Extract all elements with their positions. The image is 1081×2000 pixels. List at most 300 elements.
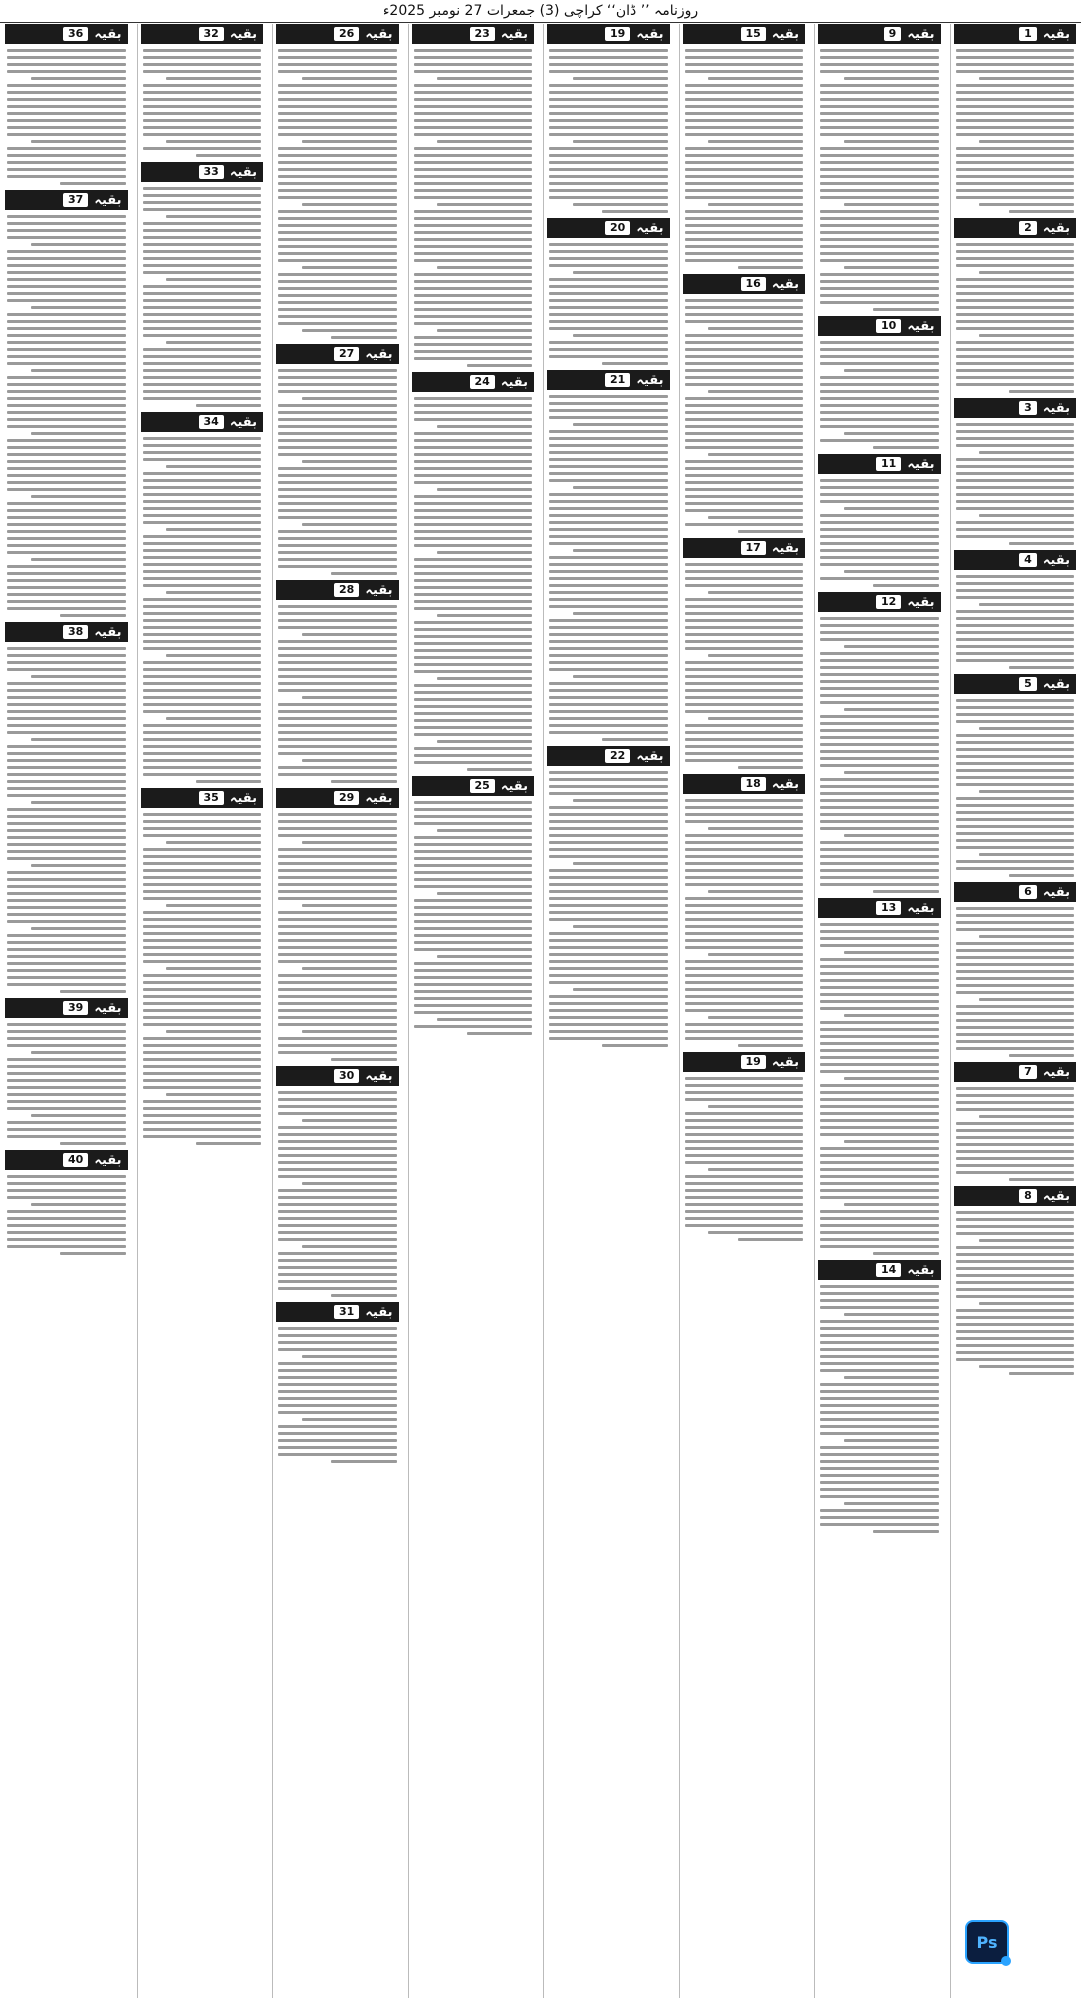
text-line: [143, 988, 262, 991]
text-line: [820, 855, 939, 858]
text-line: [708, 827, 803, 830]
text-line: [820, 355, 939, 358]
text-line: [549, 1037, 668, 1040]
text-line: [820, 673, 939, 676]
text-line: [844, 140, 939, 143]
continuation-word: بقیہ: [1042, 1064, 1070, 1080]
text-line: [143, 633, 262, 636]
text-line: [414, 467, 533, 470]
continuation-banner: [683, 24, 806, 44]
text-line: [278, 682, 397, 685]
text-line: [278, 217, 397, 220]
text-line: [820, 535, 939, 538]
text-line: [414, 537, 533, 540]
text-line: [820, 652, 939, 655]
text-line: [166, 654, 261, 657]
text-line: [820, 694, 939, 697]
text-line: [143, 376, 262, 379]
text-line: [820, 196, 939, 199]
continuation-word: بقیہ: [365, 346, 393, 362]
text-line: [820, 764, 939, 767]
text-line: [7, 885, 126, 888]
text-line: [278, 918, 397, 921]
story-block: [954, 218, 1077, 395]
text-line: [7, 161, 126, 164]
text-line: [7, 222, 126, 225]
text-line: [278, 425, 397, 428]
text-line: [60, 990, 125, 993]
text-line: [685, 502, 804, 505]
text-line: [820, 1516, 939, 1519]
text-line: [685, 245, 804, 248]
text-line: [685, 696, 804, 699]
text-line: [979, 1365, 1074, 1368]
text-line: [820, 1161, 939, 1164]
text-line: [956, 1108, 1075, 1111]
text-line: [278, 1224, 397, 1227]
text-line: [7, 710, 126, 713]
text-line: [437, 551, 532, 554]
text-line: [573, 334, 668, 337]
text-line: [685, 759, 804, 762]
text-line: [143, 939, 262, 942]
text-line: [956, 70, 1075, 73]
text-line: [956, 264, 1075, 267]
text-line: [820, 806, 939, 809]
text-line: [166, 528, 261, 531]
text-line: [685, 1161, 804, 1164]
text-line: [7, 572, 126, 575]
text-line: [143, 112, 262, 115]
text-line: [278, 883, 397, 886]
story-block: [954, 398, 1077, 547]
text-line: [685, 369, 804, 372]
text-line: [956, 984, 1075, 987]
text-line: [7, 327, 126, 330]
text-line: [956, 285, 1075, 288]
text-line: [278, 626, 397, 629]
continuation-word: بقیہ: [636, 220, 664, 236]
text-line: [549, 939, 668, 942]
continuation-banner: [5, 622, 128, 642]
text-line: [278, 675, 397, 678]
text-line: [820, 1105, 939, 1108]
text-line: [414, 857, 533, 860]
text-line: [738, 1238, 803, 1241]
text-line: [549, 126, 668, 129]
text-line: [820, 1299, 939, 1302]
text-line: [143, 493, 262, 496]
text-line: [7, 1224, 126, 1227]
text-line: [31, 927, 126, 930]
text-line: [414, 920, 533, 923]
story-text: [412, 47, 535, 369]
text-line: [331, 1294, 396, 1297]
text-line: [278, 474, 397, 477]
continuation-word: بقیہ: [229, 790, 257, 806]
column-5: [408, 24, 538, 1998]
text-line: [143, 299, 262, 302]
text-line: [820, 1154, 939, 1157]
text-line: [143, 486, 262, 489]
text-line: [820, 1182, 939, 1185]
continuation-word: بقیہ: [1042, 26, 1070, 42]
text-line: [7, 1175, 126, 1178]
text-line: [143, 243, 262, 246]
text-line: [143, 187, 262, 190]
text-line: [278, 231, 397, 234]
text-line: [278, 1154, 397, 1157]
text-line: [143, 1016, 262, 1019]
text-line: [549, 995, 668, 998]
text-line: [956, 1344, 1075, 1347]
text-line: [278, 1044, 397, 1047]
text-line: [414, 49, 533, 52]
text-line: [820, 1355, 939, 1358]
text-line: [956, 734, 1075, 737]
text-line: [549, 84, 668, 87]
story-block: [412, 24, 535, 369]
text-line: [278, 1376, 397, 1379]
text-line: [549, 147, 668, 150]
text-line: [820, 972, 939, 975]
text-line: [143, 84, 262, 87]
text-line: [278, 488, 397, 491]
text-line: [956, 797, 1075, 800]
text-line: [278, 63, 397, 66]
text-line: [7, 397, 126, 400]
text-line: [956, 1143, 1075, 1146]
text-line: [685, 946, 804, 949]
text-line: [7, 313, 126, 316]
text-line: [31, 801, 126, 804]
story-text: [5, 1021, 128, 1147]
text-line: [956, 1281, 1075, 1284]
text-line: [956, 112, 1075, 115]
text-line: [956, 528, 1075, 531]
text-line: [414, 322, 533, 325]
text-line: [414, 245, 533, 248]
story-block: [141, 412, 264, 785]
text-line: [956, 921, 1075, 924]
text-line: [956, 956, 1075, 959]
text-line: [278, 446, 397, 449]
text-line: [549, 820, 668, 823]
text-line: [278, 544, 397, 547]
continuation-number: 38: [63, 625, 88, 639]
text-line: [414, 1011, 533, 1014]
text-line: [685, 446, 804, 449]
text-line: [820, 729, 939, 732]
text-line: [278, 855, 397, 858]
text-line: [685, 383, 804, 386]
text-line: [549, 883, 668, 886]
text-line: [414, 273, 533, 276]
text-line: [685, 939, 804, 942]
story-text: [141, 185, 264, 409]
text-line: [956, 762, 1075, 765]
page-header: روزنامہ ’’ ڈان‘‘ کراچی (3) جمعرات 27 نومبر 2025ء: [0, 0, 1081, 23]
continuation-number: 13: [876, 901, 901, 915]
continuation-banner: [818, 898, 941, 918]
story-text: [547, 769, 670, 1049]
text-line: [143, 451, 262, 454]
text-line: [956, 1330, 1075, 1333]
text-line: [278, 974, 397, 977]
text-line: [979, 790, 1074, 793]
text-line: [7, 1210, 126, 1213]
text-line: [278, 689, 397, 692]
text-line: [820, 49, 939, 52]
text-line: [820, 1495, 939, 1498]
text-line: [685, 897, 804, 900]
text-line: [7, 815, 126, 818]
text-line: [820, 715, 939, 718]
text-line: [685, 49, 804, 52]
continuation-number: 18: [741, 777, 766, 791]
text-line: [278, 1390, 397, 1393]
text-line: [549, 472, 668, 475]
text-line: [685, 63, 804, 66]
text-line: [820, 757, 939, 760]
text-line: [685, 598, 804, 601]
text-line: [956, 1232, 1075, 1235]
text-line: [549, 668, 668, 671]
text-line: [1009, 874, 1074, 877]
continuation-banner: [141, 162, 264, 182]
text-line: [820, 778, 939, 781]
text-line: [7, 154, 126, 157]
text-line: [549, 731, 668, 734]
text-line: [278, 1287, 397, 1290]
text-line: [820, 521, 939, 524]
text-line: [414, 287, 533, 290]
text-line: [685, 1119, 804, 1122]
text-line: [956, 486, 1075, 489]
text-line: [685, 355, 804, 358]
text-line: [685, 119, 804, 122]
text-line: [820, 680, 939, 683]
story-block: [5, 622, 128, 995]
text-line: [414, 294, 533, 297]
story-block: [818, 1260, 941, 1535]
text-line: [549, 591, 668, 594]
text-line: [143, 932, 262, 935]
text-line: [278, 1280, 397, 1283]
continuation-word: بقیہ: [907, 318, 935, 334]
text-line: [685, 474, 804, 477]
continuation-banner: [276, 1066, 399, 1086]
continuation-number: 17: [741, 541, 766, 555]
text-line: [143, 883, 262, 886]
text-line: [820, 404, 939, 407]
story-block: [276, 344, 399, 577]
text-line: [549, 63, 668, 66]
text-line: [414, 495, 533, 498]
text-line: [166, 904, 261, 907]
text-line: [820, 701, 939, 704]
text-line: [685, 848, 804, 851]
text-line: [278, 1210, 397, 1213]
text-line: [685, 911, 804, 914]
text-line: [302, 841, 397, 844]
text-line: [549, 1016, 668, 1019]
text-line: [549, 710, 668, 713]
text-line: [820, 411, 939, 414]
text-line: [956, 1026, 1075, 1029]
text-line: [549, 598, 668, 601]
text-line: [414, 98, 533, 101]
text-line: [143, 1135, 262, 1138]
text-line: [7, 509, 126, 512]
text-line: [820, 1481, 939, 1484]
text-line: [143, 514, 262, 517]
text-line: [549, 402, 668, 405]
story-text: [954, 697, 1077, 879]
text-line: [143, 327, 262, 330]
text-line: [685, 1175, 804, 1178]
text-line: [278, 1432, 397, 1435]
text-line: [414, 224, 533, 227]
text-line: [685, 481, 804, 484]
text-line: [143, 397, 262, 400]
text-line: [708, 890, 803, 893]
text-line: [820, 126, 939, 129]
text-line: [820, 638, 939, 641]
text-line: [143, 577, 262, 580]
text-line: [820, 820, 939, 823]
text-line: [437, 488, 532, 491]
story-text: [5, 1173, 128, 1257]
text-line: [7, 63, 126, 66]
text-line: [143, 56, 262, 59]
text-line: [7, 133, 126, 136]
text-line: [549, 395, 668, 398]
text-line: [549, 1030, 668, 1033]
text-line: [873, 308, 938, 311]
text-line: [143, 1058, 262, 1061]
text-line: [979, 514, 1074, 517]
continuation-banner: [683, 538, 806, 558]
continuation-number: 34: [199, 415, 224, 429]
text-line: [685, 161, 804, 164]
continuation-banner: [412, 776, 535, 796]
text-line: [820, 563, 939, 566]
text-line: [956, 299, 1075, 302]
text-line: [143, 390, 262, 393]
text-line: [278, 294, 397, 297]
text-line: [956, 1274, 1075, 1277]
text-line: [143, 521, 262, 524]
text-line: [414, 990, 533, 993]
text-line: [437, 329, 532, 332]
text-line: [414, 474, 533, 477]
story-text: [276, 47, 399, 341]
text-line: [956, 56, 1075, 59]
text-line: [414, 976, 533, 979]
text-line: [143, 133, 262, 136]
text-line: [7, 348, 126, 351]
text-line: [278, 1334, 397, 1337]
text-line: [685, 1189, 804, 1192]
continuation-banner: [954, 550, 1077, 570]
continuation-word: بقیہ: [1042, 1188, 1070, 1204]
text-line: [820, 841, 939, 844]
text-line: [685, 133, 804, 136]
text-line: [956, 825, 1075, 828]
text-line: [820, 1028, 939, 1031]
text-line: [7, 647, 126, 650]
text-line: [414, 56, 533, 59]
text-line: [143, 724, 262, 727]
text-line: [143, 1107, 262, 1110]
text-line: [820, 63, 939, 66]
text-line: [31, 495, 126, 498]
text-line: [685, 904, 804, 907]
text-line: [278, 995, 397, 998]
text-line: [143, 257, 262, 260]
text-line: [414, 1025, 533, 1028]
text-line: [31, 738, 126, 741]
text-line: [278, 189, 397, 192]
text-line: [844, 951, 939, 954]
text-line: [7, 1189, 126, 1192]
story-block: [954, 882, 1077, 1059]
text-line: [414, 280, 533, 283]
story-text: [954, 47, 1077, 215]
text-line: [549, 911, 668, 914]
text-line: [166, 215, 261, 218]
text-line: [143, 995, 262, 998]
text-line: [31, 140, 126, 143]
text-line: [549, 168, 668, 171]
text-line: [143, 383, 262, 386]
text-line: [820, 1126, 939, 1129]
text-line: [573, 799, 668, 802]
text-line: [278, 369, 397, 372]
text-line: [7, 1058, 126, 1061]
text-line: [278, 502, 397, 505]
story-block: [683, 24, 806, 271]
text-line: [549, 605, 668, 608]
text-line: [414, 105, 533, 108]
text-line: [414, 231, 533, 234]
story-text: [683, 561, 806, 771]
text-line: [7, 857, 126, 860]
text-line: [278, 84, 397, 87]
text-line: [166, 278, 261, 281]
text-line: [820, 792, 939, 795]
text-line: [685, 70, 804, 73]
text-line: [956, 49, 1075, 52]
text-line: [956, 963, 1075, 966]
story-block: [954, 1186, 1077, 1377]
text-line: [820, 238, 939, 241]
text-line: [7, 439, 126, 442]
story-text: [547, 241, 670, 367]
text-line: [602, 1044, 667, 1047]
text-line: [143, 848, 262, 851]
text-line: [143, 556, 262, 559]
text-line: [7, 460, 126, 463]
text-line: [7, 948, 126, 951]
text-line: [7, 843, 126, 846]
text-line: [956, 348, 1075, 351]
text-line: [1009, 390, 1074, 393]
text-line: [820, 1467, 939, 1470]
continuation-number: 15: [741, 27, 766, 41]
text-line: [414, 607, 533, 610]
